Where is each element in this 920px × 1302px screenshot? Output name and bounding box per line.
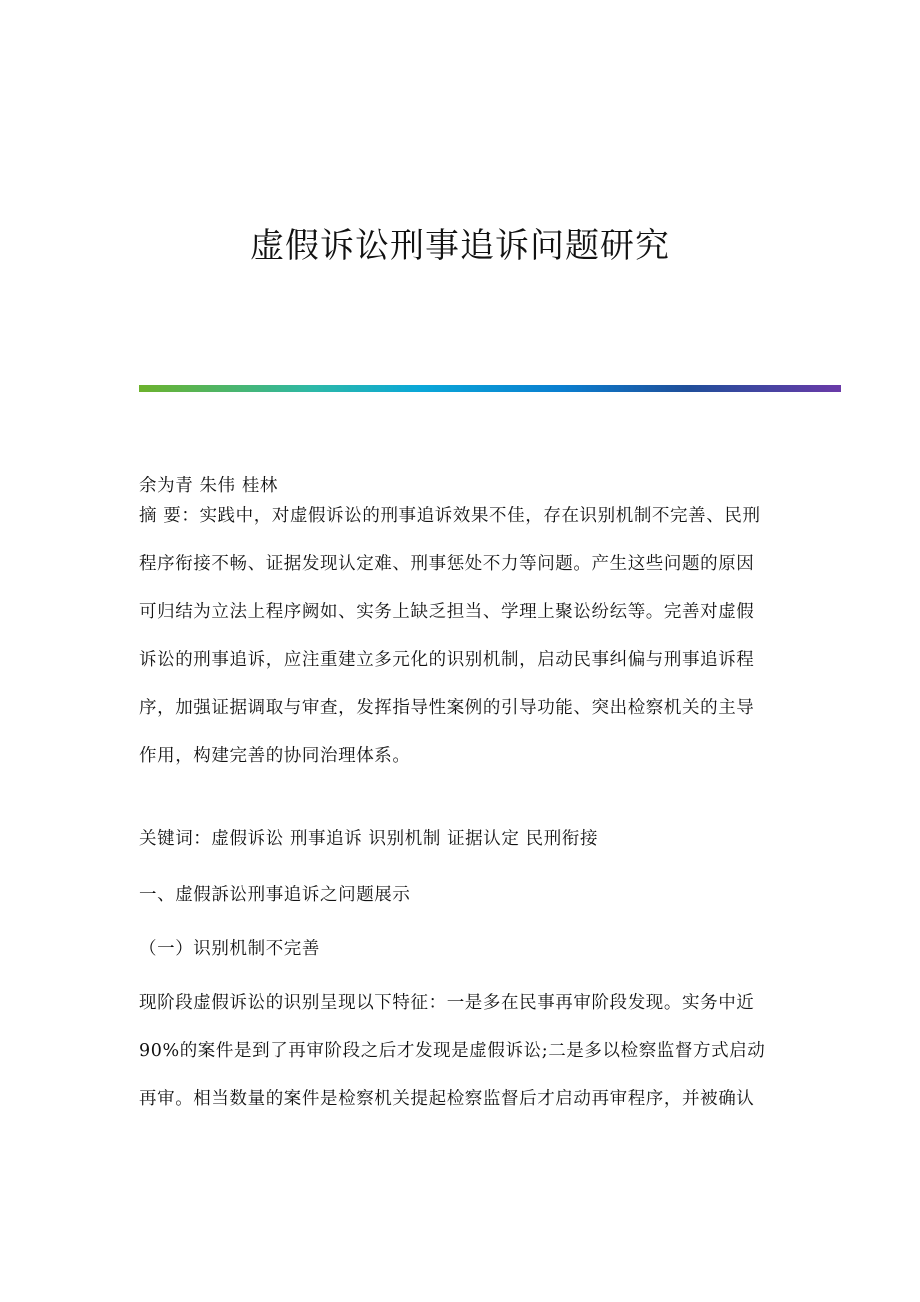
body-line: 现阶段虚假诉讼的识别呈现以下特征：一是多在民事再审阶段发现。实务中近 [139,993,755,1013]
abstract-line: 程序衔接不畅、证据发现认定难、刑事惩处不力等问题。产生这些问题的原因 [139,554,755,574]
section-heading: 一、虚假訴讼刑事追诉之问题展示 [139,885,411,905]
abstract-line: 作用，构建完善的协同治理体系。 [139,746,411,766]
abstract-line: 诉讼的刑事追诉，应注重建立多元化的识别机制，启动民事纠偏与刑事追诉程 [139,650,755,670]
subsection-heading: （一）识别机制不完善 [139,939,320,959]
abstract-line: 可归结为立法上程序阙如、实务上缺乏担当、学理上聚讼纷纭等。完善对虚假 [139,602,755,622]
document-title: 虚假诉讼刑事追诉问题研究 [250,226,670,266]
body-line: 再审。相当数量的案件是检察机关提起检察监督后才启动再审程序，并被确认 [139,1089,755,1109]
authors: 余为青 朱伟 桂林 [139,476,279,496]
body-line: 90%的案件是到了再审阶段之后才发现是虚假诉讼;二是多以检察监督方式启动 [139,1041,766,1061]
gradient-divider [139,385,841,392]
abstract-line: 序，加强证据调取与审查，发挥指导性案例的引导功能、突出检察机关的主导 [139,698,755,718]
keywords: 关键词：虚假诉讼 刑事追诉 识别机制 证据认定 民刑衔接 [139,829,599,849]
abstract-line: 摘 要：实践中，对虚假诉讼的刑事追诉效果不佳，存在识别机制不完善、民刑 [139,506,761,526]
